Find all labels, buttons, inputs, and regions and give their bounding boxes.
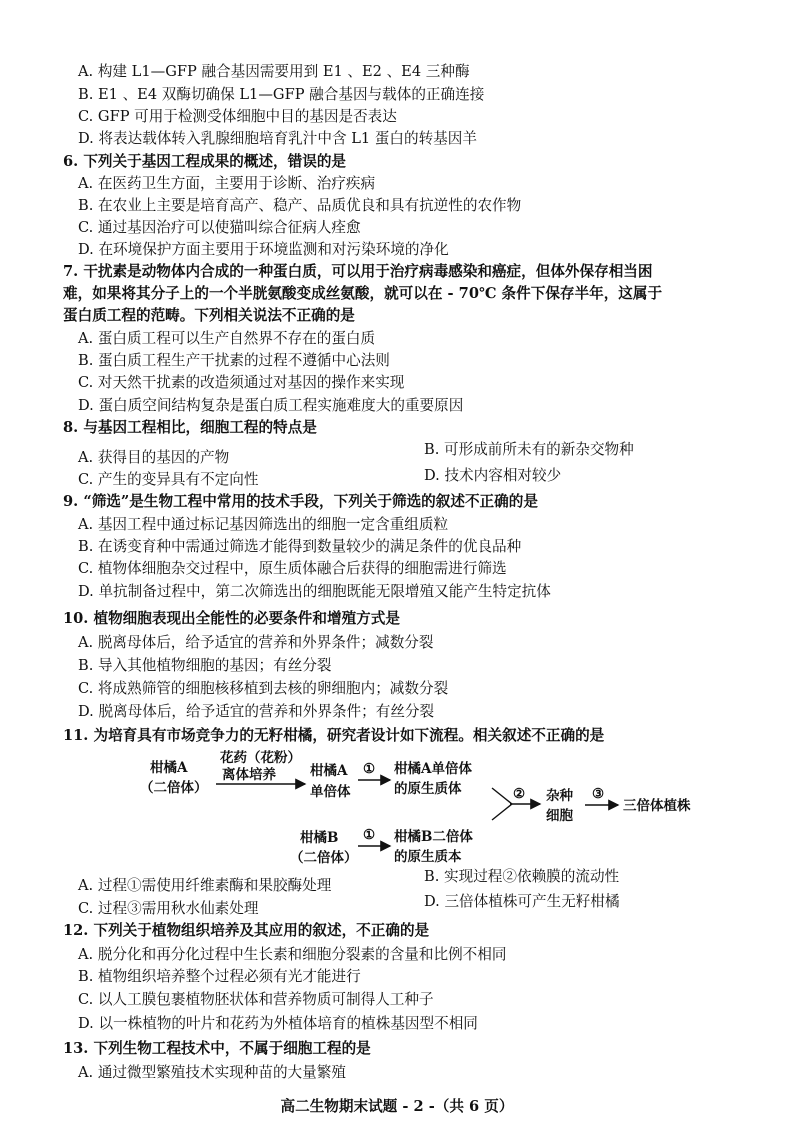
haploid-label: 柑橘A	[310, 763, 348, 779]
anther-label: 花药（花粉）	[220, 750, 301, 766]
q6-option-c: C. 通过基因治疗可以使猫叫综合征病人痊愈	[78, 219, 361, 236]
haploid-sub: 单倍体	[310, 784, 351, 800]
q11-option-c: C. 过程③需用秋水仙素处理	[78, 900, 259, 917]
q5-option-a: A. 构建 L1—GFP 融合基因需要用到 E1 、E2 、E4 三种酶	[78, 63, 470, 80]
q11-option-a: A. 过程①需使用纤维素酶和果胶酶处理	[78, 877, 332, 894]
page-footer: 高二生物期末试题 - 2 -（共 6 页）	[280, 1098, 514, 1115]
q7-option-c: C. 对天然干扰素的改造须通过对基因的操作来实现	[78, 374, 405, 391]
hybrid-cell-label: 杂种	[546, 788, 573, 804]
q7-option-d: D. 蛋白质空间结构复杂是蛋白质工程实施难度大的重要原因	[78, 397, 464, 414]
q9-stem: 9. “筛选”是生物工程中常用的技术手段，下列关于筛选的叙述不正确的是	[63, 493, 538, 510]
q8-option-d: D. 技术内容相对较少	[424, 467, 562, 484]
citrus-b-ploidy: （二倍体）	[290, 850, 358, 866]
q12-option-d: D. 以一株植物的叶片和花药为外植体培育的植株基因型不相同	[78, 1015, 478, 1032]
proto-a-label: 柑橘A单倍体	[394, 761, 472, 777]
q9-option-c: C. 植物体细胞杂交过程中，原生质体融合后获得的细胞需进行筛选	[78, 560, 507, 577]
q7-stem-line1: 7. 干扰素是动物体内合成的一种蛋白质，可以用于治疗病毒感染和癌症，但体外保存相当困	[63, 263, 653, 280]
q7-stem-line3: 蛋白质工程的范畴。下列相关说法不正确的是	[63, 307, 355, 324]
q12-option-b: B. 植物组织培养整个过程必须有光才能进行	[78, 968, 361, 985]
q7-option-b: B. 蛋白质工程生产干扰素的过程不遵循中心法则	[78, 352, 390, 369]
triploid-plant-label: 三倍体植株	[623, 798, 691, 814]
q10-option-a: A. 脱离母体后，给予适宜的营养和外界条件；减数分裂	[78, 634, 434, 651]
q10-option-c: C. 将成熟筛管的细胞核移植到去核的卵细胞内；减数分裂	[78, 680, 449, 697]
q5-option-d: D. 将表达载体转入乳腺细胞培育乳汁中含 L1 蛋白的转基因羊	[78, 130, 477, 147]
q6-option-a: A. 在医药卫生方面，主要用于诊断、治疗疾病	[78, 175, 376, 192]
culture-label: 离体培养	[222, 767, 276, 783]
q6-stem: 6. 下列关于基因工程成果的概述，错误的是	[63, 153, 347, 170]
merge-line-top	[492, 788, 512, 804]
q10-stem: 10. 植物细胞表现出全能性的必要条件和增殖方式是	[63, 610, 400, 627]
hybrid-cell-sub: 细胞	[546, 808, 573, 824]
step-3: ③	[592, 786, 605, 802]
q5-option-b: B. E1 、E4 双酶切确保 L1—GFP 融合基因与载体的正确连接	[78, 86, 485, 103]
q6-option-d: D. 在环境保护方面主要用于环境监测和对污染环境的净化	[78, 241, 449, 258]
citrus-a-label: 柑橘A	[150, 760, 188, 776]
q12-option-c: C. 以人工膜包裹植物胚状体和营养物质可制得人工种子	[78, 991, 434, 1008]
proto-b-label: 柑橘B二倍体	[394, 829, 473, 845]
q8-stem: 8. 与基因工程相比，细胞工程的特点是	[63, 419, 317, 436]
q7-stem-line2: 难，如果将其分子上的一个半胱氨酸变成丝氨酸，就可以在 - 70℃ 条件下保存半年，这属于	[63, 285, 663, 302]
step-1-top: ①	[363, 761, 376, 777]
q8-option-b: B. 可形成前所未有的新杂交物种	[424, 441, 634, 458]
q11-stem: 11. 为培育具有市场竞争力的无籽柑橘，研究者设计如下流程。相关叙述不正确的是	[63, 727, 605, 744]
q5-option-c: C. GFP 可用于检测受体细胞中目的基因是否表达	[78, 108, 397, 125]
q8-option-a: A. 获得目的基因的产物	[78, 449, 230, 466]
merge-line-bottom	[492, 804, 512, 820]
q7-option-a: A. 蛋白质工程可以生产自然界不存在的蛋白质	[78, 330, 376, 347]
q10-option-d: D. 脱离母体后，给予适宜的营养和外界条件；有丝分裂	[78, 703, 435, 720]
q11-option-b: B. 实现过程②依赖膜的流动性	[424, 868, 620, 885]
citrus-a-ploidy: （二倍体）	[140, 780, 208, 796]
q13-option-a: A. 通过微型繁殖技术实现种苗的大量繁殖	[78, 1064, 346, 1081]
q9-option-a: A. 基因工程中通过标记基因筛选出的细胞一定含重组质粒	[78, 516, 449, 533]
q9-option-b: B. 在诱变育种中需通过筛选才能得到数量较少的满足条件的优良品种	[78, 538, 522, 555]
q8-option-c: C. 产生的变异具有不定向性	[78, 471, 259, 488]
q9-option-d: D. 单抗制备过程中，第二次筛选出的细胞既能无限增殖又能产生特定抗体	[78, 583, 551, 600]
q6-option-b: B. 在农业上主要是培育高产、稳产、品质优良和具有抗逆性的农作物	[78, 197, 522, 214]
q12-stem: 12. 下列关于植物组织培养及其应用的叙述，不正确的是	[63, 922, 430, 939]
proto-b-sub: 的原生质本	[394, 849, 462, 865]
q10-option-b: B. 导入其他植物细胞的基因；有丝分裂	[78, 657, 332, 674]
q13-stem: 13. 下列生物工程技术中，不属于细胞工程的是	[63, 1040, 371, 1057]
citrus-b-label: 柑橘B	[300, 830, 339, 846]
step-1-bottom: ①	[363, 827, 376, 843]
q11-option-d: D. 三倍体植株可产生无籽柑橘	[424, 893, 620, 910]
breeding-flow-diagram	[140, 748, 700, 870]
q12-option-a: A. 脱分化和再分化过程中生长素和细胞分裂素的含量和比例不相同	[78, 946, 507, 963]
step-2: ②	[513, 786, 526, 802]
proto-a-sub: 的原生质体	[394, 781, 462, 797]
